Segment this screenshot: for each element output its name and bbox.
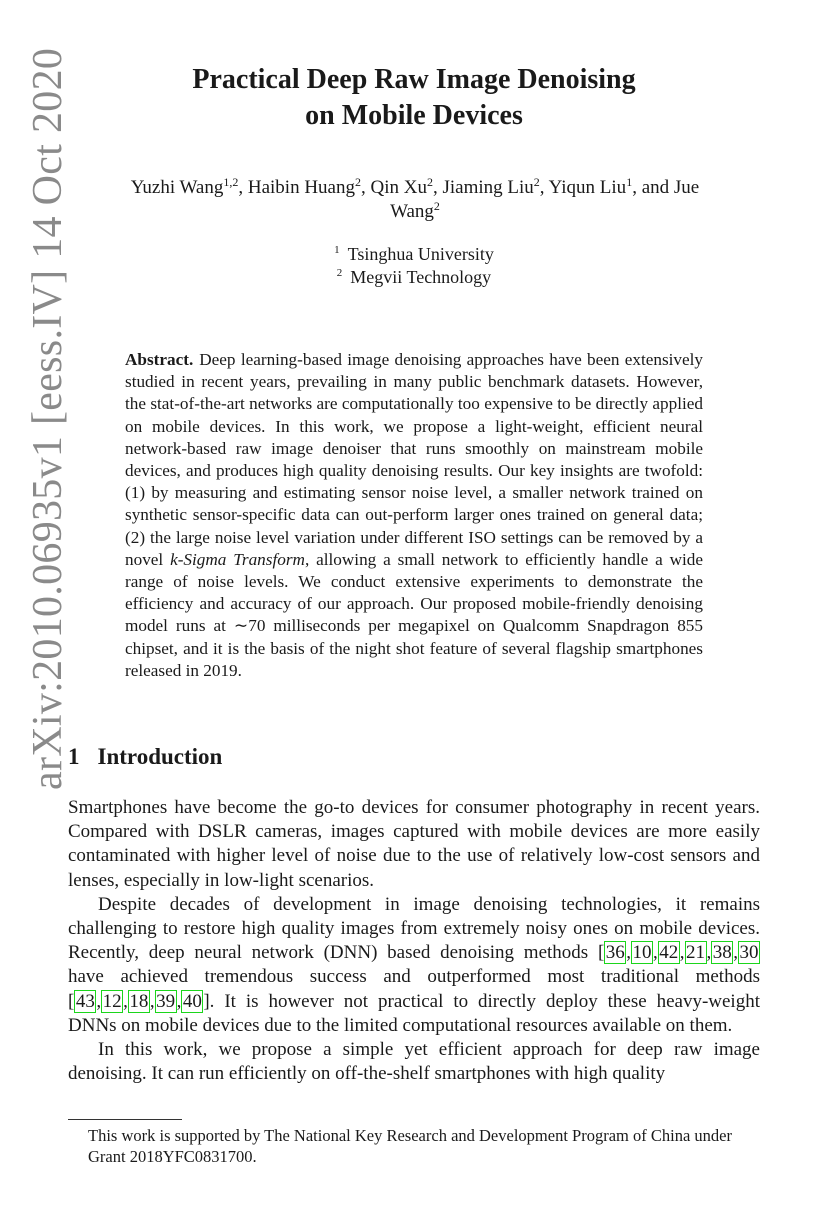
section-heading	[68, 742, 222, 772]
citation-link[interactable]: 10	[632, 942, 652, 964]
paragraph-3: In this work, we propose a simple yet efficient approach for deep raw image denoising. It can run efficiently on off-the-shelf smartphones with high quality	[68, 1039, 760, 1085]
author-text: , and Jue	[632, 177, 700, 198]
abstract-italic-term: k-Sigma Transform	[170, 549, 305, 569]
paragraph-text: have achieved tremendous success and outperformed most traditional methods	[68, 966, 760, 988]
abstract	[125, 349, 703, 682]
affiliation-name: Megvii Technology	[350, 267, 492, 287]
affiliation-number: 2	[336, 267, 343, 279]
citation-link[interactable]: 30	[739, 942, 759, 964]
footnote-rule	[68, 1119, 182, 1120]
author-text: Yuzhi Wang	[130, 177, 224, 198]
paragraph-text: . It is however not practical to directly deploy these heavy-weight DNNs on mobile devices due to the limited computational resources available on them.	[68, 990, 760, 1036]
author-text: , Haibin Huang	[238, 177, 355, 198]
affiliation-number: 1	[334, 244, 340, 256]
citation-link[interactable]: 42	[659, 942, 679, 964]
affiliation-mark: 1,2	[223, 175, 239, 189]
citation-group-2: [43,12,18,39,40]	[68, 990, 210, 1012]
affiliation-2	[0, 266, 828, 289]
body-text	[68, 796, 760, 1086]
footnote: This work is supported by The National Key Research and Development Program of China under Grant 2018YFC0831700.	[88, 1126, 732, 1166]
affiliation-mark: 2	[426, 175, 433, 189]
author-text: , Yiqun Liu	[539, 177, 627, 198]
abstract-label: Abstract.	[125, 350, 194, 369]
arxiv-identifier: arXiv:2010.06935v1 [eess.IV] 14 Oct 2020	[25, 47, 71, 790]
title-line-2: on Mobile Devices	[305, 100, 523, 131]
paper-title	[0, 62, 828, 134]
paragraph-text: Despite decades of development in image denoising technologies, it remains challenging to restore high quality images from extremely noisy ones on mobile devices. Recently, deep neural network (DNN) based denoising methods	[68, 893, 760, 964]
affiliation-1	[0, 243, 828, 266]
abstract-text: , allowing a small network to efficiently handle a wide range of noise levels. We conduct extensive experiments to demonstrate the efficiency and accuracy of our approach. Our proposed mobile-friendly denoising model runs at ∼70 milliseconds per megapixel on Qualcomm Snapdragon 855 chipset, and it is the basis of the night shot feature of several flagship smartphones released in 2019.	[125, 549, 704, 680]
affiliations	[0, 243, 828, 289]
section-number: 1	[68, 744, 80, 769]
citation-link[interactable]: 40	[182, 990, 202, 1012]
author-text: Wang	[390, 201, 434, 222]
citation-link[interactable]: 21	[686, 942, 706, 964]
citation-link[interactable]: 38	[712, 942, 732, 964]
author-text: , Jiaming Liu	[432, 177, 534, 198]
author-list	[70, 176, 760, 224]
affiliation-mark: 2	[533, 175, 540, 189]
affiliation-mark: 2	[355, 175, 361, 189]
citation-link[interactable]: 43	[75, 990, 95, 1012]
paragraph-2	[68, 893, 760, 1038]
citation-link[interactable]: 39	[156, 990, 176, 1012]
author-text: , Qin Xu	[361, 177, 427, 198]
abstract-text: Deep learning-based image denoising approaches have been extensively studied in recent years, prevailing in many public benchmark datasets. However, the stat-of-the-art networks are computationally too expensive to be directly applied on mobile devices. In this work, we propose a light-weight, efficient neural network-based raw image denoiser that runs smoothly on mainstream mobile devices, and produces high quality denoising results. Our key insights are twofold: (1) by measuring and estimating sensor noise level, a smaller network trained on synthetic sensor-specific data can out-perform larger ones trained on general data; (2) the large noise level variation under different ISO settings can be removed by a novel	[125, 350, 703, 569]
affiliation-mark: 1	[626, 175, 633, 189]
citation-link[interactable]: 36	[605, 942, 625, 964]
title-line-1: Practical Deep Raw Image Denoising	[192, 64, 636, 95]
affiliation-mark: 2	[433, 199, 440, 213]
paragraph-1: Smartphones have become the go-to devices for consumer photography in recent years. Compared with DSLR cameras, images captured with mobile devices are more easily contaminated with higher level of noise due to the use of relatively low-cost sensors and lenses, especially in low-light scenarios.	[68, 797, 760, 891]
citation-link[interactable]: 18	[129, 990, 149, 1012]
section-title: Introduction	[97, 744, 223, 769]
citation-group-1: [36,10,42,21,38,30	[597, 942, 759, 964]
affiliation-name: Tsinghua University	[347, 244, 494, 264]
citation-link[interactable]: 12	[102, 990, 122, 1012]
